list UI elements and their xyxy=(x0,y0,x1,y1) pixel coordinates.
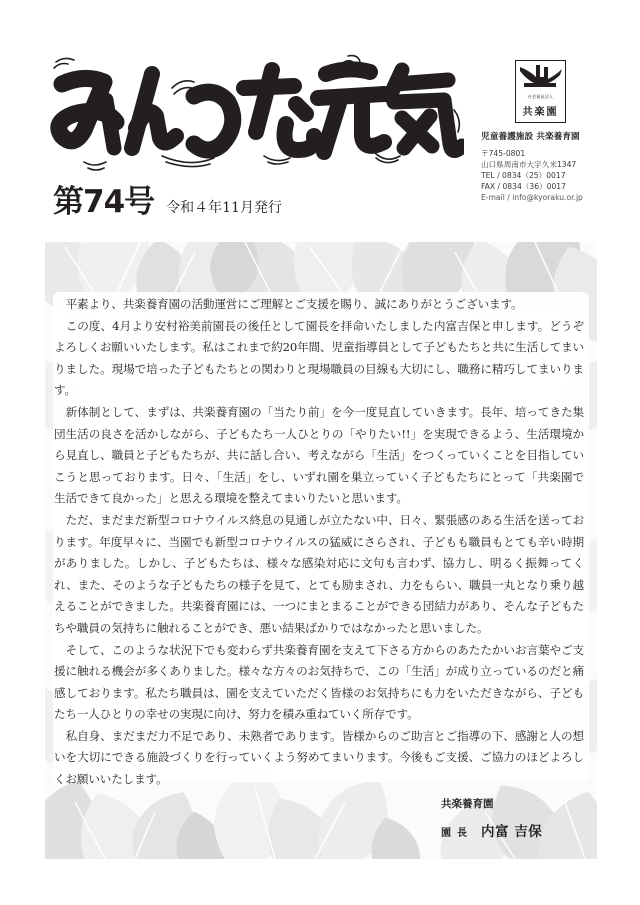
letter-paragraph: この度、4月より安村裕美前園長の後任として園長を拝命いたしました内富吉保と申します。どうぞよろしくお願いいたします。私はこれまで約20年間、児童指導員として子どもたちと共に生活してまいりました。現場で培った子どもたちとの関わりと現場職員の目線も大切にし、職務に精巧してまいります。 xyxy=(54,318,584,398)
corp-type-label: 社会福祉法人 xyxy=(527,94,554,99)
letter-paragraph: 新体制として、まずは、共楽養育園の「当たり前」を今一度見直していきます。長年、培ってきた集団生活の良さを活かしながら、子どもたち一人ひとりの「やりたい!!」を実現できるよう、生活環境から見直し、職員と子どもたちが、共に話し合い、考えながら「生活」をつくっていくことを目指していこうと思っております。日々、「生活」をし、いずれ園を巣立っていく子どもたちにとって「共楽園で生活できて良かった」と思える環境を整えてまいりたいと思います。 xyxy=(54,404,584,506)
letter-paragraph: そして、このような状況下でも変わらず共楽養育園を支えて下さる方からのあたたかいお言葉やご支援に触れる機会が多くありました。様々な方々のお気持ちで、この「生活」が成り立っているのだと痛感しております。私たち職員は、園を支えていただく皆様のお気持ちにも力をいただきながら、子どもたち一人ひとりの幸せの実現に向け、努力を積み重ねていく所存です。 xyxy=(54,642,584,722)
letter-paragraph: 平素より、共楽養育園の活動運営にご理解とご支援を賜り、誠にありがとうございます。 xyxy=(65,297,523,311)
fax: FAX / 0834（36）0017 xyxy=(481,182,566,191)
signature-title: 園長 xyxy=(441,828,473,839)
signature-name: 内富 吉保 xyxy=(481,824,543,840)
masthead xyxy=(0,0,640,240)
issue-line xyxy=(53,176,282,221)
address: 山口県周南市大字久米1347 xyxy=(481,160,577,169)
title-wordmark-icon xyxy=(44,52,464,172)
greeting-letter xyxy=(54,294,584,791)
postal-code: 〒745-0801 xyxy=(481,149,526,158)
issue-date: 令和４年11月発行 xyxy=(166,200,282,216)
org-logo xyxy=(515,60,566,123)
signature-row xyxy=(441,820,542,840)
facility-name: 児童養護施設 共楽養育園 xyxy=(481,132,580,142)
tel: TEL / 0834（25）0017 xyxy=(481,171,566,180)
email[interactable]: E-mail / info@kyoraku.or.jp xyxy=(481,193,583,202)
kyorakuen-emblem-icon xyxy=(516,61,565,95)
signature-block xyxy=(441,796,542,840)
letter-paragraph: ただ、まだまだ新型コロナウイルス終息の見通しが立たない中、日々、緊張感のある生活を送っております。年度早々に、当園でも新型コロナウイルスの猛威にさらされ、子どもも職員もとても辛い時期がありました。しかし、子どもたちは、様々な感染対応に文句も言わず、協力し、明るく振舞ってくれ、また、そのような子どもたちの様子を見て、とても励まされ、力をもらい、職員一丸となり乗り越えることができました。共楽養育園には、一つにまとまることができる団結力があり、そんな子どもたちや職員の気持ちに触れることができ、悪い結果ばかりではなかったと思いました。 xyxy=(54,512,584,635)
contact-block xyxy=(481,130,583,203)
issue-number: 第74号 xyxy=(53,184,155,220)
newsletter-title-logo xyxy=(44,52,464,172)
letter-paragraph: 私自身、まだまだ力不足であり、未熟者であります。皆様からのご助言とご指導の下、感謝と人の想いを大切にできる施設づくりを行っていくよう努めてまいります。今後もご支援、ご協力のほどよろしくお願いいたします。 xyxy=(54,728,584,787)
org-name-label: 共楽園 xyxy=(522,107,559,118)
signature-organization: 共楽養育園 xyxy=(441,798,494,810)
